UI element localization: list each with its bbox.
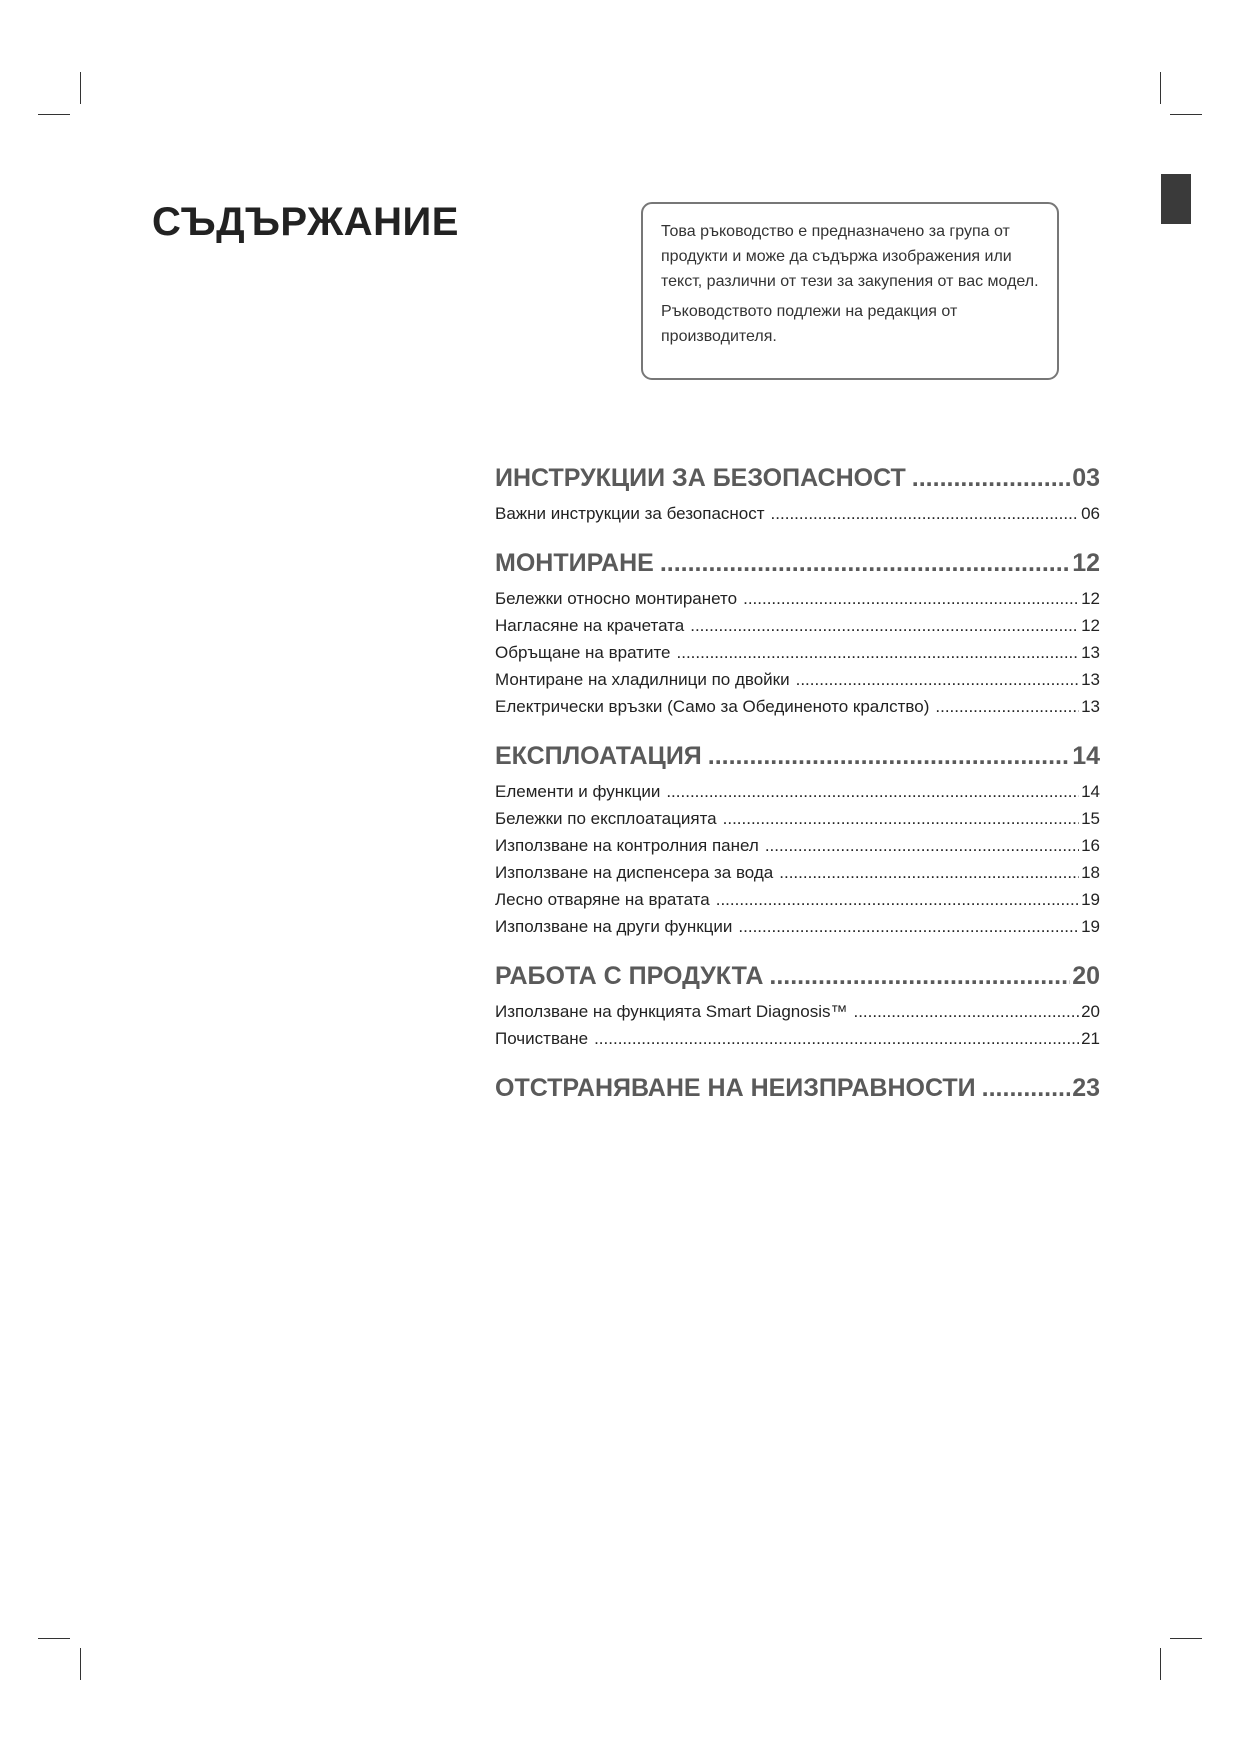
- dot-leader: [660, 549, 1070, 578]
- toc-entry[interactable]: [495, 504, 1100, 531]
- toc-entry[interactable]: [495, 890, 1100, 917]
- toc-entry-title: Използване на функцията Smart Diagnosis™: [495, 1002, 848, 1021]
- dot-leader: [771, 504, 1080, 524]
- toc-section-troubleshooting: [495, 1074, 1100, 1114]
- dot-leader: [594, 1029, 1079, 1049]
- toc-entry[interactable]: [495, 643, 1100, 670]
- toc-entry-title: Лесно отваряне на вратата: [495, 890, 710, 909]
- crop-mark: [1160, 1648, 1161, 1680]
- dot-leader: [796, 670, 1079, 690]
- toc-page-number: 12: [1072, 549, 1100, 577]
- toc-section-maintenance: [495, 962, 1100, 1056]
- dot-leader: [769, 962, 1070, 991]
- toc-page-number: 21: [1081, 1029, 1100, 1048]
- toc-section-heading[interactable]: [495, 962, 1100, 1002]
- dot-leader: [982, 1074, 1071, 1103]
- crop-mark: [38, 1638, 70, 1639]
- toc-section-heading[interactable]: [495, 549, 1100, 589]
- toc-page-number: 03: [1072, 464, 1100, 492]
- toc-entry-title: Бележки по експлоатацията: [495, 809, 717, 828]
- toc-entry-title: Използване на контролния панел: [495, 836, 759, 855]
- toc-section-title: МОНТИРАНЕ: [495, 549, 654, 577]
- toc-entry-title: Нагласяне на крачетата: [495, 616, 685, 635]
- toc-page-number: 23: [1072, 1074, 1100, 1102]
- toc-entry-title: Обръщане на вратите: [495, 643, 671, 662]
- dot-leader: [738, 917, 1079, 937]
- toc-section-heading[interactable]: [495, 1074, 1100, 1114]
- toc-page-number: 15: [1081, 809, 1100, 828]
- toc-entry[interactable]: [495, 1002, 1100, 1029]
- toc-section-heading[interactable]: [495, 742, 1100, 782]
- dot-leader: [779, 863, 1079, 883]
- toc-entry[interactable]: [495, 1029, 1100, 1056]
- toc-page-number: 20: [1072, 962, 1100, 990]
- toc-section-title: РАБОТА С ПРОДУКТА: [495, 962, 764, 990]
- toc-page-number: 16: [1081, 836, 1100, 855]
- table-of-contents: [495, 464, 1100, 1132]
- toc-page-number: 19: [1081, 917, 1100, 936]
- dot-leader: [677, 643, 1080, 663]
- crop-mark: [80, 72, 81, 104]
- dot-leader: [690, 616, 1079, 636]
- toc-page-number: 14: [1081, 782, 1100, 801]
- toc-entry[interactable]: [495, 863, 1100, 890]
- toc-entry-title: Почистване: [495, 1029, 589, 1048]
- toc-entry[interactable]: [495, 697, 1100, 724]
- crop-mark: [80, 1648, 81, 1680]
- toc-entry[interactable]: [495, 670, 1100, 697]
- toc-page-number: 18: [1081, 863, 1100, 882]
- toc-page-number: 14: [1072, 742, 1100, 770]
- notice-paragraph: Ръководството подлежи на редакция от производителя.: [661, 303, 958, 345]
- dot-leader: [666, 782, 1079, 802]
- dot-leader: [853, 1002, 1079, 1022]
- toc-entry[interactable]: [495, 836, 1100, 863]
- page-title: СЪДЪРЖАНИЕ: [152, 200, 459, 244]
- toc-page-number: 12: [1081, 589, 1100, 608]
- dot-leader: [743, 589, 1079, 609]
- dot-leader: [708, 742, 1070, 771]
- dot-leader: [716, 890, 1079, 910]
- dot-leader: [935, 697, 1079, 717]
- toc-entry-title: Монтиране на хладилници по двойки: [495, 670, 790, 689]
- toc-page-number: 19: [1081, 890, 1100, 909]
- toc-entry-title: Бележки относно монтирането: [495, 589, 738, 608]
- toc-page-number: 13: [1081, 643, 1100, 662]
- crop-mark: [1170, 114, 1202, 115]
- toc-page-number: 13: [1081, 697, 1100, 716]
- toc-entry-title: Използване на други функции: [495, 917, 733, 936]
- toc-entry[interactable]: [495, 782, 1100, 809]
- notice-paragraph: Това ръководство е предназначено за група от продукти и може да съдържа изображения или текст, различни от тези за закупения от вас модел.: [661, 223, 1039, 290]
- crop-mark: [1160, 72, 1161, 104]
- toc-page-number: 20: [1081, 1002, 1100, 1021]
- toc-entry[interactable]: [495, 616, 1100, 643]
- crop-mark: [38, 114, 70, 115]
- toc-page-number: 06: [1081, 504, 1100, 523]
- toc-page-number: 13: [1081, 670, 1100, 689]
- toc-entry-title: Електрически връзки (Само за Обединеното кралство): [495, 697, 930, 716]
- dot-leader: [765, 836, 1079, 856]
- toc-section-installation: [495, 549, 1100, 724]
- toc-section-safety: [495, 464, 1100, 531]
- toc-section-heading[interactable]: [495, 464, 1100, 504]
- notice-box: [641, 202, 1059, 380]
- toc-entry-title: Елементи и функции: [495, 782, 661, 801]
- crop-mark: [1170, 1638, 1202, 1639]
- toc-entry-title: Важни инструкции за безопасност: [495, 504, 765, 523]
- toc-entry-title: Използване на диспенсера за вода: [495, 863, 774, 882]
- dot-leader: [912, 464, 1070, 493]
- dot-leader: [723, 809, 1079, 829]
- toc-entry[interactable]: [495, 809, 1100, 836]
- section-tab-marker: [1161, 174, 1191, 224]
- toc-section-title: ОТСТРАНЯВАНЕ НА НЕИЗПРАВНОСТИ: [495, 1074, 976, 1102]
- toc-entry[interactable]: [495, 589, 1100, 616]
- toc-page-number: 12: [1081, 616, 1100, 635]
- toc-section-title: ЕКСПЛОАТАЦИЯ: [495, 742, 702, 770]
- toc-section-operation: [495, 742, 1100, 944]
- toc-entry[interactable]: [495, 917, 1100, 944]
- toc-section-title: ИНСТРУКЦИИ ЗА БЕЗОПАСНОСТ: [495, 464, 906, 492]
